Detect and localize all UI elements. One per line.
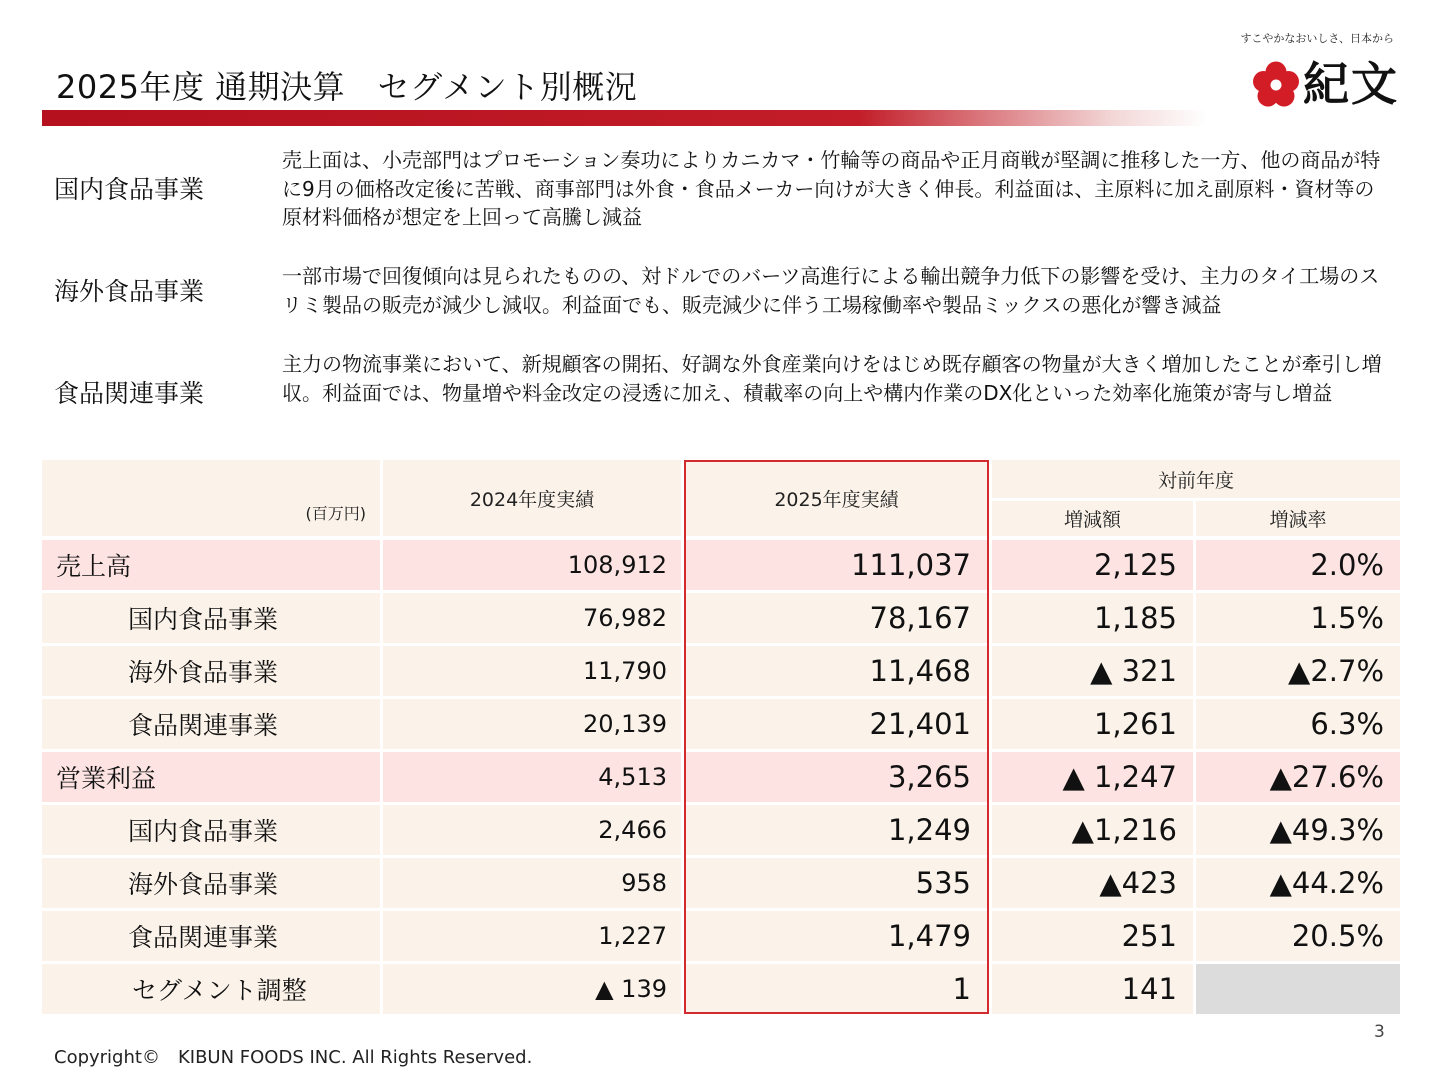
row-label: 海外食品事業 [42, 858, 380, 908]
row-label: セグメント調整 [42, 964, 380, 1014]
header-rate: 増減率 [1196, 501, 1400, 536]
row-label: 国内食品事業 [42, 593, 380, 643]
flower-mark-icon [1251, 60, 1301, 110]
header-yoy: 対前年度 [992, 460, 1400, 498]
value-fy2024: 20,139 [383, 699, 681, 749]
segment-results-table [42, 460, 1400, 1014]
row-label: 海外食品事業 [42, 646, 380, 696]
row-label: 売上高 [42, 540, 380, 590]
value-yoy-rate: 20.5% [1196, 911, 1400, 961]
value-fy2025: 111,037 [684, 540, 989, 590]
value-fy2024: 76,982 [383, 593, 681, 643]
company-logo [1240, 30, 1420, 115]
value-fy2025: 535 [684, 858, 989, 908]
row-label: 食品関連事業 [42, 911, 380, 961]
value-fy2025: 1,479 [684, 911, 989, 961]
value-fy2024: 1,227 [383, 911, 681, 961]
value-yoy-rate [1196, 964, 1400, 1014]
value-yoy-rate: ▲2.7% [1196, 646, 1400, 696]
segment-description: 売上面は、小売部門はプロモーション奏功によりカニカマ・竹輪等の商品や正月商戦が堅調に推移した一方、他の商品が特に9月の価格改定後に苦戦、商事部門は外食・食品メーカー向けが大きく伸長。利益面は、主原料に加え副原料・資材等の原材料価格が想定を上回って高騰し減益 [282, 148, 1381, 229]
row-label: 国内食品事業 [42, 805, 380, 855]
segment-name: 国内食品事業 [54, 175, 205, 204]
page-number: 3 [1374, 1022, 1385, 1042]
segment-name: 海外食品事業 [54, 277, 205, 306]
value-yoy-rate: ▲27.6% [1196, 752, 1400, 802]
value-fy2025: 1,249 [684, 805, 989, 855]
header-fy2025: 2025年度実績 [684, 460, 989, 536]
value-yoy-diff: 251 [992, 911, 1193, 961]
logo-wordmark: 紀文 [1303, 57, 1399, 111]
value-yoy-rate: ▲44.2% [1196, 858, 1400, 908]
value-fy2024: 108,912 [383, 540, 681, 590]
value-yoy-rate: 1.5% [1196, 593, 1400, 643]
value-yoy-diff: 141 [992, 964, 1193, 1014]
header-fy2024: 2024年度実績 [383, 460, 681, 536]
value-yoy-diff: ▲423 [992, 858, 1193, 908]
value-yoy-rate: 2.0% [1196, 540, 1400, 590]
value-yoy-diff: ▲1,216 [992, 805, 1193, 855]
value-yoy-diff: 1,261 [992, 699, 1193, 749]
value-yoy-diff: 2,125 [992, 540, 1193, 590]
segment-description: 主力の物流事業において、新規顧客の開拓、好調な外食産業向けをはじめ既存顧客の物量が大きく増加したことが牽引し増収。利益面では、物量増や料金改定の浸透に加え、積載率の向上や構内作業のDX化といった効率化施策が寄与し増益 [282, 352, 1382, 405]
value-fy2025: 78,167 [684, 593, 989, 643]
value-fy2024: 958 [383, 858, 681, 908]
segment-description: 一部市場で回復傾向は見られたものの、対ドルでのバーツ高進行による輸出競争力低下の影響を受け、主力のタイ工場のスリミ製品の販売が減少し減収。利益面でも、販売減少に伴う工場稼働率や製品ミックスの悪化が響き減益 [282, 264, 1380, 317]
value-fy2025: 11,468 [684, 646, 989, 696]
value-fy2025: 21,401 [684, 699, 989, 749]
value-fy2024: ▲ 139 [383, 964, 681, 1014]
value-fy2024: 4,513 [383, 752, 681, 802]
value-yoy-rate: ▲49.3% [1196, 805, 1400, 855]
page-title: 2025年度 通期決算 セグメント別概況 [56, 68, 638, 106]
value-fy2025: 3,265 [684, 752, 989, 802]
value-yoy-diff: ▲ 321 [992, 646, 1193, 696]
header-diff: 増減額 [992, 501, 1193, 536]
value-fy2025: 1 [684, 964, 989, 1014]
value-yoy-diff: 1,185 [992, 593, 1193, 643]
row-label: 食品関連事業 [42, 699, 380, 749]
copyright-notice: Copyright© KIBUN FOODS INC. All Rights Reserved. [54, 1047, 533, 1068]
unit-label: (百万円) [42, 460, 380, 536]
logo-tagline: すこやかなおいしさ、日本から [1240, 32, 1394, 45]
title-underline-bar [42, 110, 1207, 126]
row-label: 営業利益 [42, 752, 380, 802]
value-yoy-rate: 6.3% [1196, 699, 1400, 749]
value-fy2024: 2,466 [383, 805, 681, 855]
segment-name: 食品関連事業 [54, 379, 205, 408]
value-fy2024: 11,790 [383, 646, 681, 696]
value-yoy-diff: ▲ 1,247 [992, 752, 1193, 802]
